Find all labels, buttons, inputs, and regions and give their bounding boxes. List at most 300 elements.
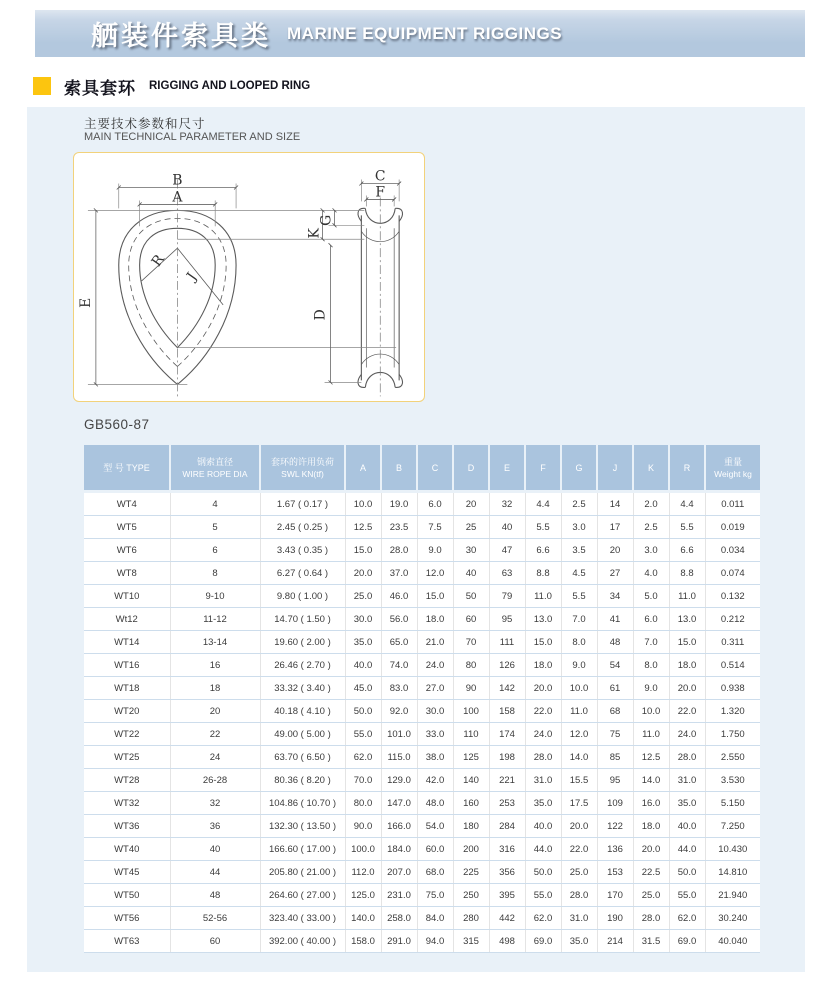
table-cell: 94.0 (417, 930, 453, 953)
table-row (84, 700, 760, 723)
table-cell: 30.0 (417, 700, 453, 723)
table-cell: 158 (489, 700, 525, 723)
spec-table-header-cell (561, 445, 597, 492)
table-cell: 14.0 (633, 769, 669, 792)
table-cell: 16.0 (633, 792, 669, 815)
spec-table-header-cell (669, 445, 705, 492)
table-cell: 264.60 ( 27.00 ) (260, 884, 345, 907)
table-cell: 24 (170, 746, 260, 769)
table-cell: 27 (597, 562, 633, 585)
table-cell: 24.0 (525, 723, 561, 746)
table-cell: WT14 (84, 631, 170, 654)
spec-table-header-row (84, 445, 760, 492)
table-cell: 46.0 (381, 585, 417, 608)
table-cell: 18 (170, 677, 260, 700)
table-cell: 3.5 (561, 539, 597, 562)
table-cell: 14.70 ( 1.50 ) (260, 608, 345, 631)
table-cell: 250 (453, 884, 489, 907)
table-cell: 8 (170, 562, 260, 585)
table-row (84, 907, 760, 930)
table-cell: 25.0 (633, 884, 669, 907)
table-cell: 100 (453, 700, 489, 723)
spec-table-header-cell (381, 445, 417, 492)
table-cell: 62.0 (669, 907, 705, 930)
table-cell: 48 (170, 884, 260, 907)
table-cell: 20.0 (345, 562, 381, 585)
table-cell: 55.0 (525, 884, 561, 907)
table-cell: 8.0 (561, 631, 597, 654)
table-cell: 231.0 (381, 884, 417, 907)
table-cell: 100.0 (345, 838, 381, 861)
table-cell: 24.0 (417, 654, 453, 677)
table-cell: 5 (170, 516, 260, 539)
table-cell: 0.514 (705, 654, 760, 677)
table-cell: 115.0 (381, 746, 417, 769)
table-cell: 40 (170, 838, 260, 861)
table-cell: 1.320 (705, 700, 760, 723)
table-cell: WT40 (84, 838, 170, 861)
table-row (84, 492, 760, 516)
table-cell: 2.5 (561, 492, 597, 516)
table-cell: 110 (453, 723, 489, 746)
table-cell: 284 (489, 815, 525, 838)
table-cell: WT22 (84, 723, 170, 746)
section-title-zh: 索具套环 (64, 78, 136, 98)
table-cell: 62.0 (345, 746, 381, 769)
table-cell: 7.250 (705, 815, 760, 838)
table-cell: 34 (597, 585, 633, 608)
table-cell: 19.0 (381, 492, 417, 516)
table-cell: Wt12 (84, 608, 170, 631)
table-cell: 132.30 ( 13.50 ) (260, 815, 345, 838)
spec-table-body (84, 492, 760, 953)
table-cell: 20.0 (633, 838, 669, 861)
table-row (84, 539, 760, 562)
table-cell: 356 (489, 861, 525, 884)
header-line1: 重量 (723, 456, 742, 467)
table-cell: WT18 (84, 677, 170, 700)
header-line1: B (395, 462, 402, 473)
table-cell: 0.074 (705, 562, 760, 585)
table-cell: 15.0 (525, 631, 561, 654)
spec-table-header-cell (453, 445, 489, 492)
table-cell: 23.5 (381, 516, 417, 539)
table-cell: 15.0 (669, 631, 705, 654)
table-cell: 5.5 (561, 585, 597, 608)
table-row (84, 838, 760, 861)
table-cell: 9.0 (633, 677, 669, 700)
table-cell: 316 (489, 838, 525, 861)
table-cell: 60 (170, 930, 260, 953)
header-line1: A (359, 462, 366, 473)
header-line2: SWL KN(tf) (281, 468, 324, 479)
table-cell: 24.0 (669, 723, 705, 746)
tech-heading-en: MAIN TECHNICAL PARAMETER AND SIZE (84, 131, 301, 143)
table-cell: 3.0 (561, 516, 597, 539)
table-cell: 54 (597, 654, 633, 677)
table-row (84, 608, 760, 631)
table-cell: 60.0 (417, 838, 453, 861)
table-cell: WT16 (84, 654, 170, 677)
table-cell: 12.0 (561, 723, 597, 746)
table-cell: 95 (597, 769, 633, 792)
table-cell: WT4 (84, 492, 170, 516)
spec-table-header-cell (260, 445, 345, 492)
table-cell: 44.0 (669, 838, 705, 861)
table-cell: 11.0 (633, 723, 669, 746)
table-cell: 19.60 ( 2.00 ) (260, 631, 345, 654)
table-cell: 31.0 (561, 907, 597, 930)
table-cell: 9.80 ( 1.00 ) (260, 585, 345, 608)
table-cell: 18.0 (669, 654, 705, 677)
table-row (84, 562, 760, 585)
table-cell: 153 (597, 861, 633, 884)
table-cell: 5.0 (633, 585, 669, 608)
table-cell: 22.5 (633, 861, 669, 884)
table-row (84, 677, 760, 700)
table-cell: WT6 (84, 539, 170, 562)
table-cell: 6.0 (633, 608, 669, 631)
dim-label-J: J (183, 269, 201, 284)
table-row (84, 861, 760, 884)
header-line1: K (647, 462, 654, 473)
table-cell: 13.0 (525, 608, 561, 631)
table-cell: 160 (453, 792, 489, 815)
table-cell: 112.0 (345, 861, 381, 884)
table-cell: 2.0 (633, 492, 669, 516)
table-cell: 63 (489, 562, 525, 585)
table-cell: 15.0 (417, 585, 453, 608)
yellow-square-bullet-icon (33, 77, 51, 95)
table-cell: 7.5 (417, 516, 453, 539)
table-cell: 31.5 (633, 930, 669, 953)
table-row (84, 631, 760, 654)
dim-label-C: C (374, 168, 386, 185)
table-cell: 26-28 (170, 769, 260, 792)
table-cell: 6.27 ( 0.64 ) (260, 562, 345, 585)
table-cell: 41 (597, 608, 633, 631)
table-cell: 13.0 (669, 608, 705, 631)
table-cell: 50.0 (669, 861, 705, 884)
table-cell: 6.6 (525, 539, 561, 562)
table-cell: 111 (489, 631, 525, 654)
table-cell: 2.5 (633, 516, 669, 539)
table-cell: 10.430 (705, 838, 760, 861)
table-cell: 15.0 (345, 539, 381, 562)
table-cell: 60 (453, 608, 489, 631)
table-cell: 198 (489, 746, 525, 769)
table-cell: 52-56 (170, 907, 260, 930)
table-cell: 40.0 (345, 654, 381, 677)
table-cell: WT10 (84, 585, 170, 608)
table-cell: 79 (489, 585, 525, 608)
table-cell: 50.0 (525, 861, 561, 884)
table-cell: 44.0 (525, 838, 561, 861)
table-cell: 0.034 (705, 539, 760, 562)
table-cell: 13-14 (170, 631, 260, 654)
dim-label-D: D (312, 309, 329, 321)
table-cell: 25.0 (561, 861, 597, 884)
dim-label-G: G (318, 214, 335, 226)
table-cell: 48 (597, 631, 633, 654)
table-row (84, 585, 760, 608)
table-cell: 8.8 (525, 562, 561, 585)
table-row (84, 723, 760, 746)
table-cell: 35.0 (669, 792, 705, 815)
table-row (84, 930, 760, 953)
header-line1: 钢索直径 (196, 456, 233, 467)
table-cell: 147.0 (381, 792, 417, 815)
table-cell: 45.0 (345, 677, 381, 700)
table-cell: 5.5 (525, 516, 561, 539)
banner-title-zh: 舾装件索具类 (91, 21, 271, 51)
table-cell: 12.5 (345, 516, 381, 539)
table-cell: 109 (597, 792, 633, 815)
table-cell: 50 (453, 585, 489, 608)
table-cell: 214 (597, 930, 633, 953)
spec-table (84, 445, 760, 953)
table-cell: 69.0 (525, 930, 561, 953)
table-cell: 10.0 (561, 677, 597, 700)
table-cell: 25 (453, 516, 489, 539)
table-cell: 14 (597, 492, 633, 516)
table-cell: 69.0 (669, 930, 705, 953)
spec-table-header-cell (417, 445, 453, 492)
table-cell: 28.0 (561, 884, 597, 907)
table-cell: 12.0 (417, 562, 453, 585)
table-cell: 142 (489, 677, 525, 700)
section-heading (33, 76, 310, 96)
table-cell: 35.0 (561, 930, 597, 953)
table-cell: 125 (453, 746, 489, 769)
table-cell: 30.0 (345, 608, 381, 631)
table-cell: 207.0 (381, 861, 417, 884)
table-cell: 6.0 (417, 492, 453, 516)
table-cell: 7.0 (561, 608, 597, 631)
table-cell: 33.32 ( 3.40 ) (260, 677, 345, 700)
table-cell: 48.0 (417, 792, 453, 815)
table-cell: 70 (453, 631, 489, 654)
page-banner (35, 10, 805, 57)
table-cell: 8.8 (669, 562, 705, 585)
table-cell: 55.0 (345, 723, 381, 746)
table-cell: 101.0 (381, 723, 417, 746)
table-cell: 21.0 (417, 631, 453, 654)
table-cell: 140.0 (345, 907, 381, 930)
table-row (84, 746, 760, 769)
table-cell: 35.0 (525, 792, 561, 815)
table-cell: 11.0 (669, 585, 705, 608)
tech-heading-zh: 主要技术参数和尺寸 (84, 117, 206, 131)
table-cell: WT56 (84, 907, 170, 930)
table-cell: 10.0 (633, 700, 669, 723)
table-cell: 33.0 (417, 723, 453, 746)
table-cell: 122 (597, 815, 633, 838)
table-cell: 20 (597, 539, 633, 562)
table-cell: 11.0 (561, 700, 597, 723)
dim-label-B: B (172, 172, 183, 189)
table-cell: 80.36 ( 8.20 ) (260, 769, 345, 792)
section-title-en: RIGGING AND LOOPED RING (149, 80, 311, 92)
header-line2: Weight kg (714, 468, 752, 479)
spec-table-header-cell (633, 445, 669, 492)
table-cell: 74.0 (381, 654, 417, 677)
table-cell: 291.0 (381, 930, 417, 953)
spec-table-header-cell (489, 445, 525, 492)
table-cell: 136 (597, 838, 633, 861)
table-cell: 40 (489, 516, 525, 539)
table-cell: 22.0 (669, 700, 705, 723)
table-cell: 8.0 (633, 654, 669, 677)
table-cell: 1.67 ( 0.17 ) (260, 492, 345, 516)
table-cell: 17 (597, 516, 633, 539)
table-cell: 40.0 (669, 815, 705, 838)
table-cell: WT8 (84, 562, 170, 585)
table-cell: 158.0 (345, 930, 381, 953)
table-cell: 3.530 (705, 769, 760, 792)
header-line2: WIRE ROPE DIA (182, 468, 248, 479)
spec-table-header-cell (705, 445, 760, 492)
table-cell: 20.0 (669, 677, 705, 700)
table-cell: 31.0 (525, 769, 561, 792)
table-cell: 10.0 (345, 492, 381, 516)
table-cell: 12.5 (633, 746, 669, 769)
spec-table-header-cell (597, 445, 633, 492)
table-cell: 70.0 (345, 769, 381, 792)
table-cell: 75 (597, 723, 633, 746)
table-cell: 4.0 (633, 562, 669, 585)
table-cell: 3.43 ( 0.35 ) (260, 539, 345, 562)
table-cell: 258.0 (381, 907, 417, 930)
table-cell: 35.0 (345, 631, 381, 654)
dim-label-R: R (148, 251, 168, 270)
table-cell: 11.0 (525, 585, 561, 608)
table-cell: 498 (489, 930, 525, 953)
spec-table-header-cell (525, 445, 561, 492)
table-cell: 280 (453, 907, 489, 930)
table-cell: WT25 (84, 746, 170, 769)
table-cell: 9.0 (417, 539, 453, 562)
table-cell: 18.0 (633, 815, 669, 838)
table-cell: 11-12 (170, 608, 260, 631)
table-cell: 18.0 (525, 654, 561, 677)
table-cell: 75.0 (417, 884, 453, 907)
table-cell: 65.0 (381, 631, 417, 654)
dim-label-A: A (172, 189, 183, 206)
table-cell: 2.45 ( 0.25 ) (260, 516, 345, 539)
table-cell: 190 (597, 907, 633, 930)
table-cell: 0.212 (705, 608, 760, 631)
table-cell: 90.0 (345, 815, 381, 838)
table-row (84, 884, 760, 907)
table-cell: 14.810 (705, 861, 760, 884)
table-cell: 22.0 (525, 700, 561, 723)
table-cell: 30 (453, 539, 489, 562)
table-cell: 205.80 ( 21.00 ) (260, 861, 345, 884)
table-cell: 40.040 (705, 930, 760, 953)
table-cell: 85 (597, 746, 633, 769)
table-cell: 83.0 (381, 677, 417, 700)
table-cell: 20.0 (525, 677, 561, 700)
spec-table-header-cell (170, 445, 260, 492)
table-cell: 63.70 ( 6.50 ) (260, 746, 345, 769)
table-cell: 15.5 (561, 769, 597, 792)
table-cell: 92.0 (381, 700, 417, 723)
table-cell: 140 (453, 769, 489, 792)
table-cell: 90 (453, 677, 489, 700)
header-line1: R (683, 462, 691, 473)
table-cell: 20 (453, 492, 489, 516)
table-cell: 225 (453, 861, 489, 884)
table-cell: WT36 (84, 815, 170, 838)
table-cell: 166.0 (381, 815, 417, 838)
table-cell: 166.60 ( 17.00 ) (260, 838, 345, 861)
table-cell: 0.011 (705, 492, 760, 516)
table-cell: 170 (597, 884, 633, 907)
table-row (84, 769, 760, 792)
table-cell: 3.0 (633, 539, 669, 562)
table-cell: 47 (489, 539, 525, 562)
table-cell: 129.0 (381, 769, 417, 792)
table-cell: 174 (489, 723, 525, 746)
table-cell: 104.86 ( 10.70 ) (260, 792, 345, 815)
table-cell: 5.5 (669, 516, 705, 539)
header-line1: G (575, 462, 583, 473)
table-cell: 40.18 ( 4.10 ) (260, 700, 345, 723)
table-cell: 126 (489, 654, 525, 677)
table-cell: 38.0 (417, 746, 453, 769)
table-cell: 0.938 (705, 677, 760, 700)
table-row (84, 516, 760, 539)
table-cell: 44 (170, 861, 260, 884)
table-cell: 9.0 (561, 654, 597, 677)
table-cell: 0.311 (705, 631, 760, 654)
table-cell: 54.0 (417, 815, 453, 838)
table-cell: 25.0 (345, 585, 381, 608)
table-cell: 62.0 (525, 907, 561, 930)
table-cell: WT50 (84, 884, 170, 907)
banner-title-en: MARINE EQUIPMENT RIGGINGS (287, 23, 563, 43)
table-cell: 80.0 (345, 792, 381, 815)
table-cell: 4.4 (669, 492, 705, 516)
table-cell: WT5 (84, 516, 170, 539)
table-cell: 6.6 (669, 539, 705, 562)
header-line1: 型 号 TYPE (103, 462, 150, 473)
table-cell: 200 (453, 838, 489, 861)
header-line1: D (467, 462, 475, 473)
table-cell: 0.019 (705, 516, 760, 539)
spec-table-header-cell (84, 445, 170, 492)
table-cell: 40.0 (525, 815, 561, 838)
table-cell: 31.0 (669, 769, 705, 792)
table-cell: 56.0 (381, 608, 417, 631)
table-row (84, 792, 760, 815)
table-cell: WT63 (84, 930, 170, 953)
table-cell: 1.750 (705, 723, 760, 746)
table-cell: 4.5 (561, 562, 597, 585)
table-cell: WT32 (84, 792, 170, 815)
spec-table-header-cell (345, 445, 381, 492)
table-cell: 442 (489, 907, 525, 930)
table-cell: 68.0 (417, 861, 453, 884)
table-cell: 61 (597, 677, 633, 700)
table-row (84, 815, 760, 838)
table-cell: 84.0 (417, 907, 453, 930)
table-cell: 16 (170, 654, 260, 677)
table-cell: 180 (453, 815, 489, 838)
table-cell: 323.40 ( 33.00 ) (260, 907, 345, 930)
table-cell: 20 (170, 700, 260, 723)
